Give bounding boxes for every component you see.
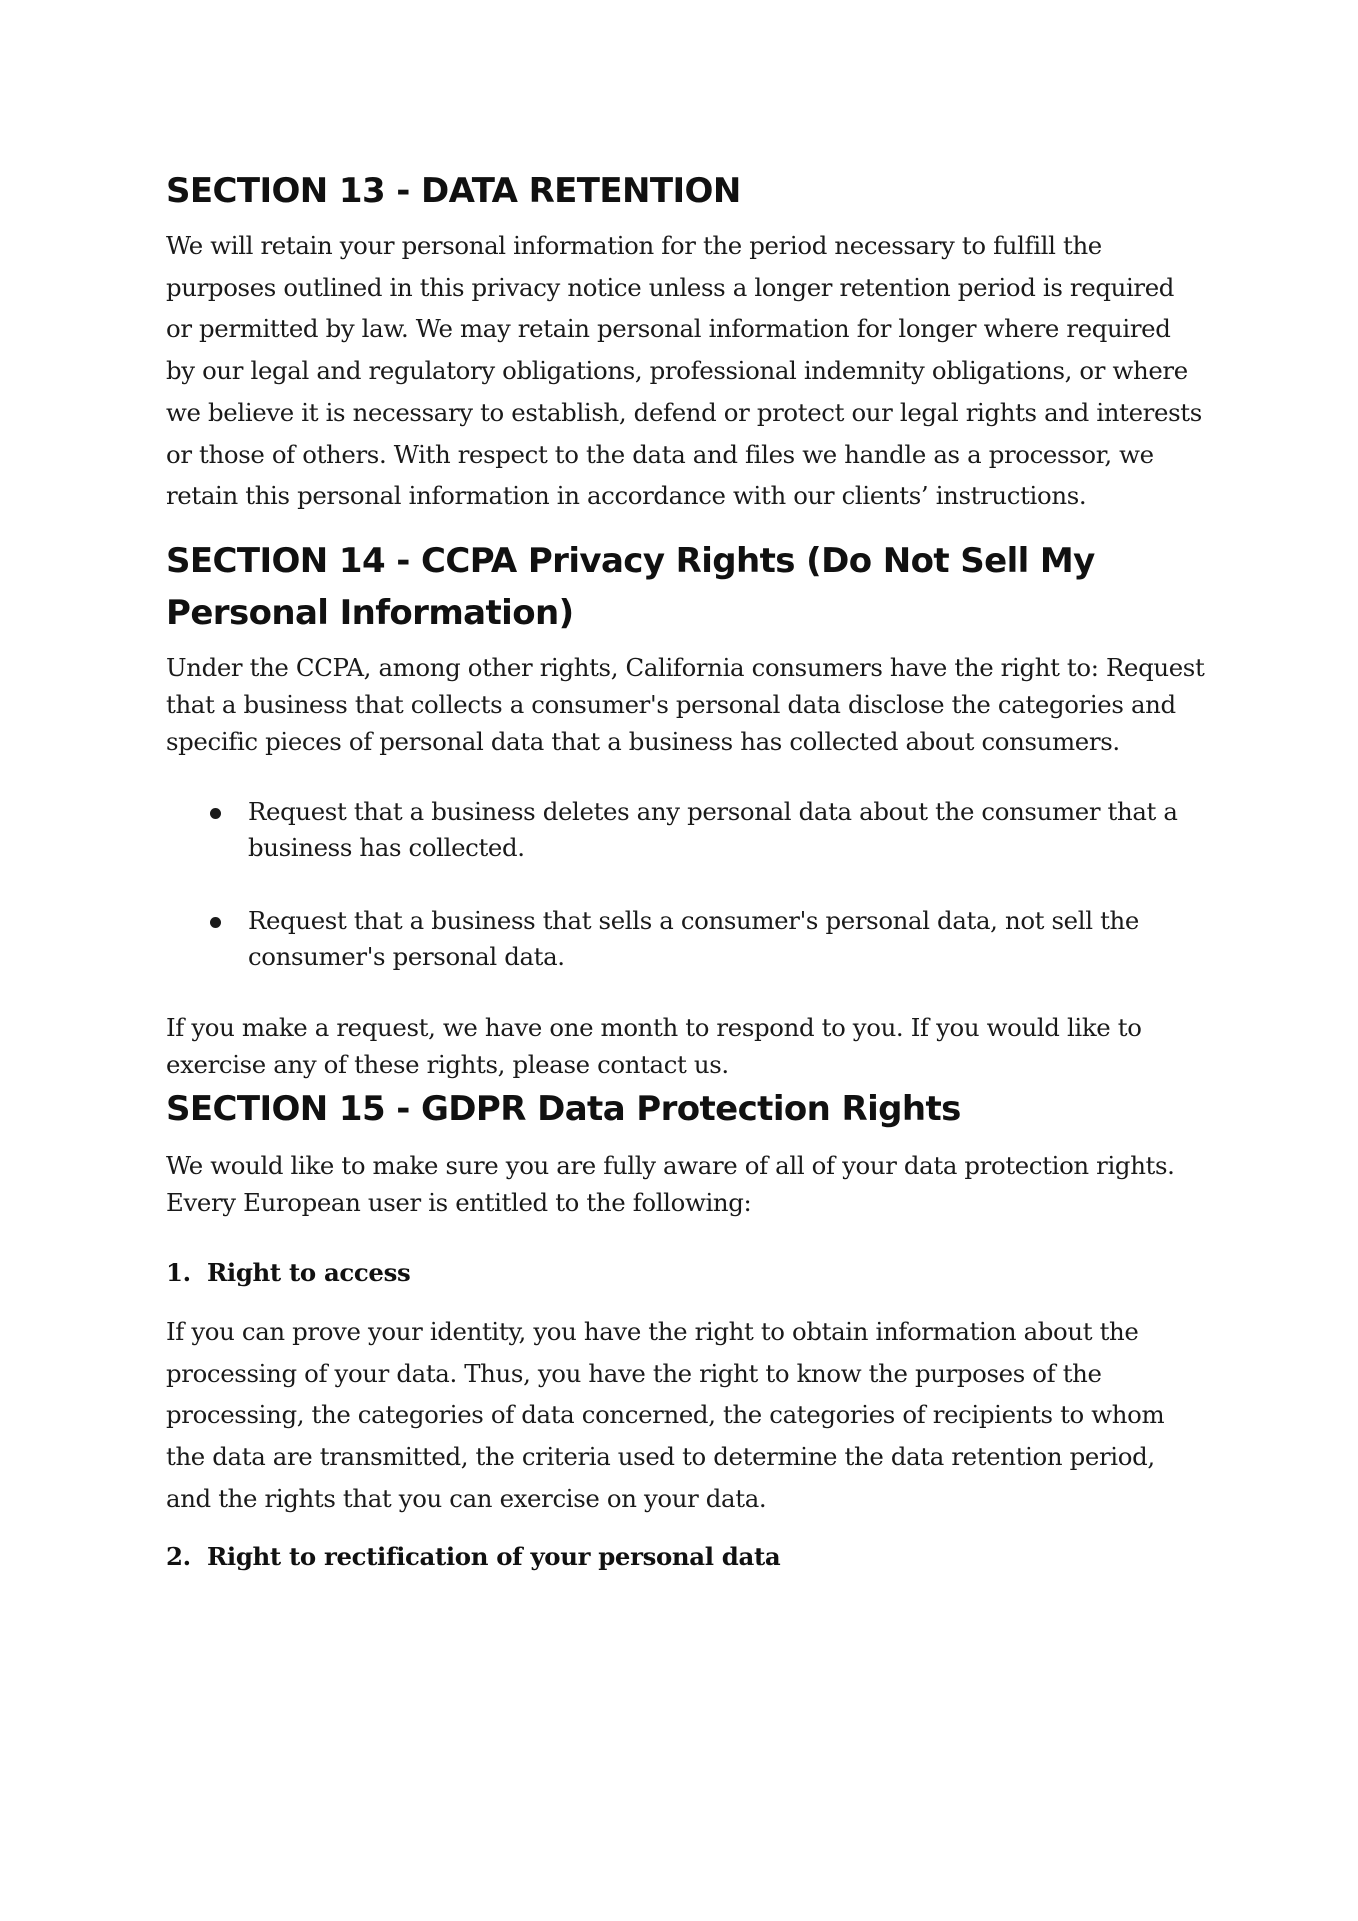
document-content (166, 165, 1206, 1575)
right-1-heading (166, 1255, 1206, 1291)
list-item-text: Request that a business deletes any personal data about the consumer that a business has collected. (248, 796, 1178, 862)
section-13-heading: SECTION 13 - DATA RETENTION (166, 171, 741, 211)
list-item (166, 903, 1206, 975)
list-item (166, 794, 1206, 866)
section-14-heading: SECTION 14 - CCPA Privacy Rights (Do Not Sell My Personal Information) (166, 540, 1095, 633)
right-2-heading (166, 1539, 1206, 1575)
section-14-intro: Under the CCPA, among other rights, California consumers have the right to: Request that a business that collects a consumer's personal data disclose the categories and specific pieces of personal data that a business has collected about consumers. (166, 652, 1205, 756)
section-15-intro: We would like to make sure you are fully aware of all of your data protection rights. Every European user is entitled to the following: (166, 1150, 1175, 1217)
section-13-paragraph: We will retain your personal information for the period necessary to fulfill the purposes outlined in this privacy notice unless a longer retention period is required or permitted by law. We may retain personal information for longer where required by our legal and regulatory obligations, professional indemnity obligations, or where we believe it is necessary to establish, defend or protect our legal rights and interests or those of others. With respect to the data and files we handle as a processor, we retain this personal information in accordance with our clients’ instructions. (166, 231, 1202, 511)
right-1-paragraph: If you can prove your identity, you have the right to obtain information about the processing of your data. Thus, you have the right to know the purposes of the processing, the categories of data concerned, the categories of recipients to whom the data are transmitted, the criteria used to determine the data retention period, and the rights that you can exercise on your data. (166, 1316, 1165, 1513)
right-2-number: 2. (166, 1542, 191, 1572)
right-1-number: 1. (166, 1257, 191, 1287)
section-15-heading: SECTION 15 - GDPR Data Protection Rights (166, 1088, 961, 1129)
list-item-text: Request that a business that sells a consumer's personal data, not sell the consumer's personal data. (248, 905, 1139, 971)
bullet-icon (210, 808, 221, 819)
section-14-closing: If you make a request, we have one month to respond to you. If you would like to exercise any of these rights, please contact us. (166, 1012, 1142, 1079)
bullet-icon (210, 917, 221, 928)
ccpa-rights-list (166, 794, 1206, 975)
right-1-title: Right to access (207, 1257, 411, 1287)
right-2-title: Right to rectification of your personal data (207, 1542, 781, 1572)
